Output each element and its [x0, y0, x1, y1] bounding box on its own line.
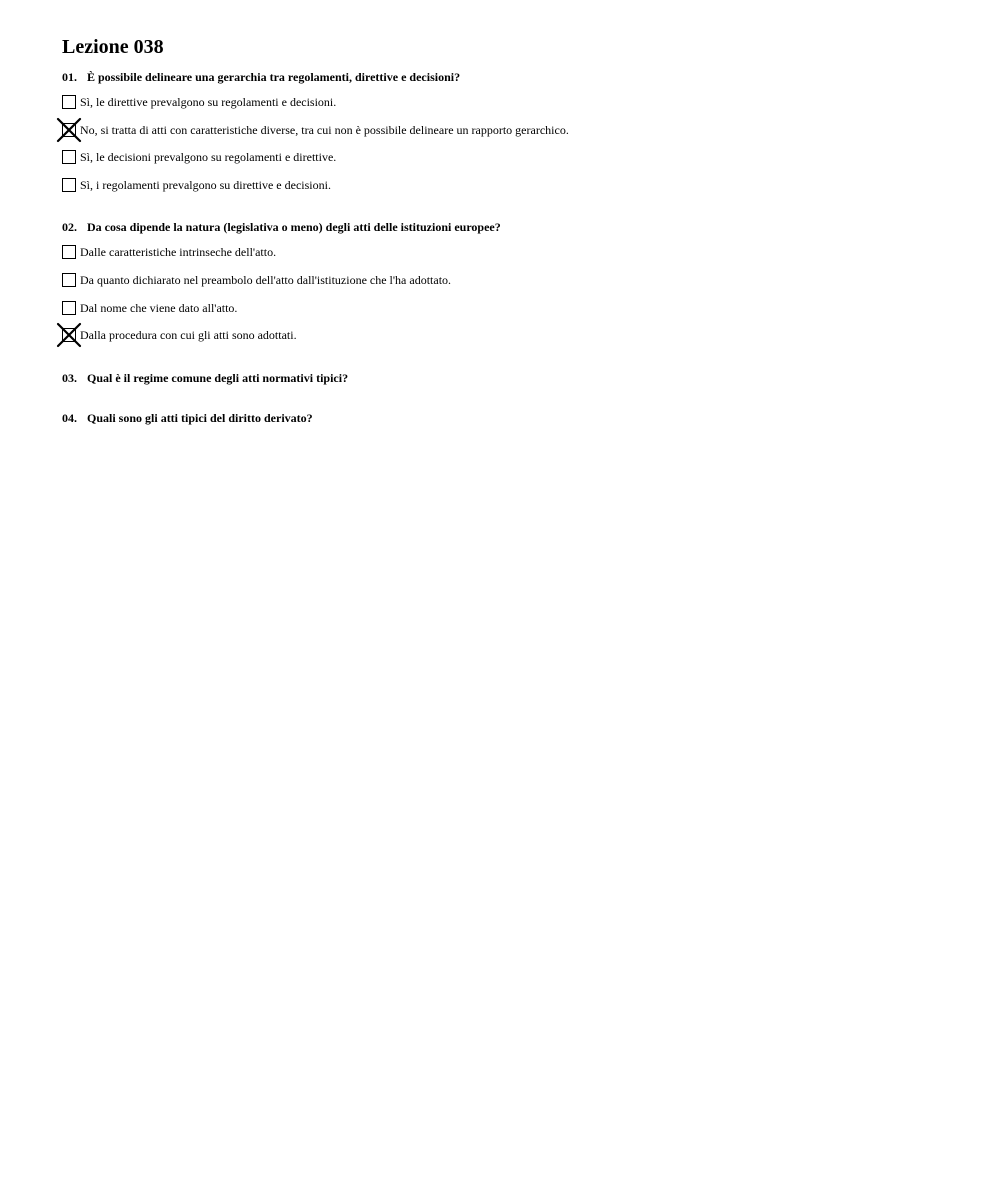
- answer-option: [62, 245, 962, 273]
- question-03: [62, 370, 962, 386]
- answer-option: [62, 178, 962, 206]
- answer-text: Sì, le direttive prevalgono su regolamenti e decisioni.: [80, 95, 337, 109]
- answer-text: Dalla procedura con cui gli atti sono adottati.: [80, 328, 297, 343]
- question-01: [62, 69, 962, 219]
- spacer: [62, 205, 962, 219]
- answer-checkbox[interactable]: [62, 95, 76, 109]
- answer-text: Sì, le decisioni prevalgono su regolamenti e direttive.: [80, 150, 337, 165]
- answer-checkbox[interactable]: [62, 245, 76, 259]
- answer-checkbox[interactable]: [62, 123, 76, 137]
- check-x-icon: [57, 118, 81, 142]
- question-02: [62, 219, 962, 369]
- check-x-icon: [57, 323, 81, 347]
- question-number: 02.: [62, 220, 77, 235]
- question-number: 04.: [62, 410, 77, 425]
- answer-checkbox[interactable]: [62, 150, 76, 164]
- spacer: [62, 356, 962, 370]
- question-number: 03.: [62, 370, 77, 385]
- lesson-title: Lezione 038: [62, 36, 164, 58]
- question-heading: [62, 69, 962, 85]
- question-heading: [62, 219, 962, 235]
- question-number: 01.: [62, 70, 77, 84]
- answer-checkbox[interactable]: [62, 178, 76, 192]
- answer-checkbox[interactable]: [62, 328, 76, 342]
- question-04: [62, 410, 962, 426]
- answer-option: [62, 123, 962, 151]
- question-heading: [62, 410, 962, 426]
- answer-text: Sì, i regolamenti prevalgono su direttive e decisioni.: [80, 177, 331, 192]
- answer-option: [62, 95, 962, 123]
- answer-text: Da quanto dichiarato nel preambolo dell'atto dall'istituzione che l'ha adottato.: [80, 272, 452, 287]
- answer-text: Dal nome che viene dato all'atto.: [80, 300, 238, 315]
- answer-option: [62, 150, 962, 178]
- answer-option: [62, 328, 962, 356]
- answer-option: [62, 273, 962, 301]
- answer-text: No, si tratta di atti con caratteristiche diverse, tra cui non è possibile delineare un rapporto gerarchico.: [80, 122, 569, 137]
- answer-options: [62, 95, 962, 205]
- answer-text: Dalle caratteristiche intrinseche dell'atto.: [80, 245, 277, 260]
- question-text: Qual è il regime comune degli atti normativi tipici?: [87, 370, 349, 385]
- question-text: Quali sono gli atti tipici del diritto derivato?: [87, 410, 313, 425]
- answer-option: [62, 301, 962, 329]
- document-page: [62, 34, 962, 450]
- answer-checkbox[interactable]: [62, 301, 76, 315]
- question-text: Da cosa dipende la natura (legislativa o meno) degli atti delle istituzioni europee?: [87, 220, 501, 235]
- answer-options: [62, 245, 962, 355]
- question-text: È possibile delineare una gerarchia tra regolamenti, direttive e decisioni?: [87, 70, 461, 84]
- question-heading: [62, 370, 962, 386]
- answer-checkbox[interactable]: [62, 273, 76, 287]
